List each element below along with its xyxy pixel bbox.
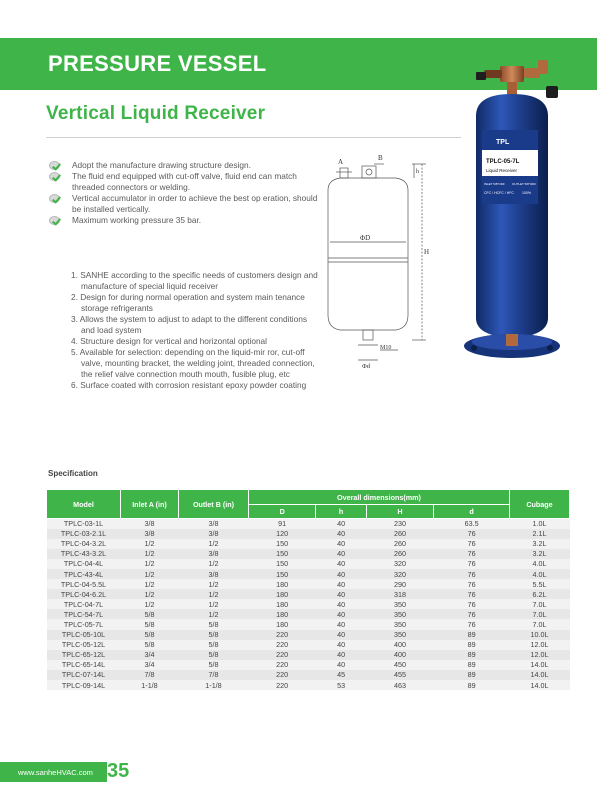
- table-cell: 3/8: [179, 549, 249, 559]
- label-name: Liquid Receiver: [486, 168, 518, 173]
- table-cell: 89: [434, 660, 510, 670]
- feature-item: Vertical accumulator in order to achieve the best op eration, should be installed vertically.: [48, 193, 328, 215]
- col-header-cubage: Cubage: [510, 490, 570, 519]
- table-row: [47, 630, 570, 640]
- feature-item: Adopt the manufacture drawing structure design.: [48, 160, 328, 171]
- table-cell: TPLC-03-1L: [47, 519, 121, 529]
- table-cell: 40: [316, 569, 367, 579]
- table-cell: 220: [249, 680, 316, 690]
- col-header-overall: Overall dimensions(mm): [249, 490, 510, 505]
- table-cell: 7.0L: [510, 619, 570, 629]
- table-row: [47, 640, 570, 650]
- table-cell: 40: [316, 650, 367, 660]
- page-title: PRESSURE VESSEL: [48, 51, 267, 76]
- table-cell: 350: [366, 599, 433, 609]
- col-header-H: H: [366, 505, 433, 519]
- table-cell: 14.0L: [510, 680, 570, 690]
- drawing-label-a: A: [338, 158, 344, 166]
- table-row: [47, 660, 570, 670]
- table-cell: 260: [366, 539, 433, 549]
- table-cell: 180: [249, 599, 316, 609]
- table-cell: 5/8: [179, 619, 249, 629]
- table-cell: TPLC-04-4L: [47, 559, 121, 569]
- table-cell: 220: [249, 670, 316, 680]
- label-inlet: INLET 5/8"ODF: [484, 182, 505, 186]
- check-icon: [49, 194, 60, 203]
- label-outlet: OUTLET 5/8"ODF: [512, 182, 537, 186]
- table-row: [47, 589, 570, 599]
- table-cell: TPLC-43-3.2L: [47, 549, 121, 559]
- table-cell: 76: [434, 529, 510, 539]
- footer-band: [0, 762, 107, 782]
- table-cell: 3/4: [121, 650, 179, 660]
- table-cell: 7/8: [179, 670, 249, 680]
- table-cell: 14.0L: [510, 660, 570, 670]
- table-cell: 5/8: [121, 640, 179, 650]
- drawing-label-diameter-D: ΦD: [360, 234, 371, 242]
- table-row: [47, 680, 570, 690]
- feature-list: [48, 160, 328, 226]
- table-cell: 1/2: [121, 589, 179, 599]
- table-row: [47, 619, 570, 629]
- table-cell: TPLC-54-7L: [47, 609, 121, 619]
- table-row: [47, 609, 570, 619]
- table-row: [47, 549, 570, 559]
- table-cell: 40: [316, 619, 367, 629]
- table-cell: 3/8: [179, 569, 249, 579]
- col-header-outlet: Outlet B (in): [179, 490, 249, 519]
- specification-table: [46, 489, 570, 690]
- col-header-model: Model: [47, 490, 121, 519]
- table-cell: TPLC-04-3.2L: [47, 539, 121, 549]
- table-cell: TPLC-04-6.2L: [47, 589, 121, 599]
- table-cell: 180: [249, 579, 316, 589]
- table-row: [47, 519, 570, 529]
- table-cell: 3/8: [179, 519, 249, 529]
- table-cell: 3/8: [179, 529, 249, 539]
- table-cell: TPLC-05-7L: [47, 619, 121, 629]
- table-cell: 290: [366, 579, 433, 589]
- label-model: TPLC-05-7L: [486, 159, 520, 165]
- numbered-item: 2. Design for during normal operation and system main tenance storage refrigerants: [71, 292, 305, 313]
- table-cell: 400: [366, 650, 433, 660]
- drawing-label-b: B: [378, 154, 383, 162]
- table-row: [47, 539, 570, 549]
- table-cell: 76: [434, 609, 510, 619]
- table-cell: 89: [434, 670, 510, 680]
- table-cell: 400: [366, 640, 433, 650]
- table-cell: TPLC-43-4L: [47, 569, 121, 579]
- table-cell: 1/2: [121, 549, 179, 559]
- table-cell: 220: [249, 630, 316, 640]
- table-cell: 76: [434, 599, 510, 609]
- table-cell: 5/8: [121, 609, 179, 619]
- table-cell: 76: [434, 619, 510, 629]
- table-row: [47, 599, 570, 609]
- table-cell: 45: [316, 670, 367, 680]
- table-cell: 1-1/8: [179, 680, 249, 690]
- specification-table-body: [47, 519, 570, 691]
- table-cell: 89: [434, 680, 510, 690]
- table-cell: 1.0L: [510, 519, 570, 529]
- table-cell: 5/8: [179, 630, 249, 640]
- table-cell: 76: [434, 579, 510, 589]
- table-cell: 350: [366, 630, 433, 640]
- table-cell: 40: [316, 589, 367, 599]
- subtitle-divider: [46, 137, 461, 138]
- table-cell: 3.2L: [510, 539, 570, 549]
- table-cell: 1/2: [179, 559, 249, 569]
- table-cell: TPLC-65-12L: [47, 650, 121, 660]
- table-cell: 260: [366, 529, 433, 539]
- label-refrigerants: CFC / HCFC / HFC: [484, 191, 514, 195]
- table-cell: 76: [434, 569, 510, 579]
- table-cell: TPLC-05-10L: [47, 630, 121, 640]
- table-cell: 5/8: [121, 630, 179, 640]
- table-cell: 463: [366, 680, 433, 690]
- table-cell: 150: [249, 539, 316, 549]
- table-cell: 1/2: [121, 569, 179, 579]
- table-cell: 76: [434, 559, 510, 569]
- table-cell: 318: [366, 589, 433, 599]
- table-cell: 12.0L: [510, 640, 570, 650]
- table-cell: 150: [249, 559, 316, 569]
- table-cell: 1/2: [179, 579, 249, 589]
- table-cell: 4.0L: [510, 559, 570, 569]
- col-header-d: d: [434, 505, 510, 519]
- table-cell: 320: [366, 569, 433, 579]
- table-cell: 1/2: [179, 539, 249, 549]
- table-cell: 1/2: [179, 599, 249, 609]
- label-percent: 100%: [522, 191, 531, 195]
- table-cell: 40: [316, 660, 367, 670]
- numbered-item: 1. SANHE according to the specific needs of customers design and manufacture of special liquid receiver: [71, 270, 318, 291]
- table-cell: TPLC-09-14L: [47, 680, 121, 690]
- table-cell: 40: [316, 539, 367, 549]
- numbered-item: 6. Surface coated with corrosion resistant epoxy powder coating: [71, 380, 307, 390]
- liquid-receiver-photo: [462, 56, 582, 366]
- drawing-label-h-small: h: [416, 169, 419, 175]
- table-cell: TPLC-03-2.1L: [47, 529, 121, 539]
- table-cell: 3/8: [121, 529, 179, 539]
- check-icon: [49, 161, 60, 170]
- table-cell: 3/4: [121, 660, 179, 670]
- table-row: [47, 569, 570, 579]
- table-cell: 1/2: [121, 539, 179, 549]
- table-cell: TPLC-65-14L: [47, 660, 121, 670]
- table-cell: 1-1/8: [121, 680, 179, 690]
- page-number: 35: [107, 760, 130, 782]
- drawing-label-diameter-d: Φd: [362, 363, 371, 370]
- table-cell: 350: [366, 619, 433, 629]
- table-cell: 76: [434, 539, 510, 549]
- table-cell: 91: [249, 519, 316, 529]
- table-cell: 150: [249, 549, 316, 559]
- table-cell: 7/8: [121, 670, 179, 680]
- table-cell: 76: [434, 549, 510, 559]
- specification-label: Specification: [48, 469, 98, 478]
- col-header-D: D: [249, 505, 316, 519]
- table-cell: 450: [366, 660, 433, 670]
- table-cell: 89: [434, 650, 510, 660]
- check-icon: [49, 216, 60, 225]
- table-cell: 2.1L: [510, 529, 570, 539]
- table-cell: TPLC-04-7L: [47, 599, 121, 609]
- table-cell: 180: [249, 619, 316, 629]
- label-brand: TPL: [496, 139, 510, 146]
- table-cell: TPLC-07-14L: [47, 670, 121, 680]
- table-cell: 220: [249, 640, 316, 650]
- table-cell: 63.5: [434, 519, 510, 529]
- table-cell: 220: [249, 660, 316, 670]
- table-cell: 40: [316, 599, 367, 609]
- table-cell: 10.0L: [510, 630, 570, 640]
- table-cell: 260: [366, 549, 433, 559]
- table-cell: 40: [316, 609, 367, 619]
- table-row: [47, 579, 570, 589]
- table-cell: 4.0L: [510, 569, 570, 579]
- table-cell: 12.0L: [510, 650, 570, 660]
- table-cell: 14.0L: [510, 670, 570, 680]
- feature-item: The fluid end equipped with cut-off valve, fluid end can match threaded connectors or welding.: [48, 171, 328, 193]
- table-cell: 40: [316, 519, 367, 529]
- table-cell: 7.0L: [510, 599, 570, 609]
- table-cell: 1/2: [179, 609, 249, 619]
- numbered-list: [71, 270, 321, 391]
- table-cell: 220: [249, 650, 316, 660]
- table-row: [47, 529, 570, 539]
- table-cell: 120: [249, 529, 316, 539]
- check-icon: [49, 172, 60, 181]
- table-cell: 230: [366, 519, 433, 529]
- table-cell: 1/2: [121, 559, 179, 569]
- footer-url[interactable]: www.sanheHVAC.com: [18, 768, 93, 777]
- table-cell: 7.0L: [510, 609, 570, 619]
- table-row: [47, 670, 570, 680]
- table-cell: 180: [249, 609, 316, 619]
- table-cell: 89: [434, 640, 510, 650]
- table-cell: 5.5L: [510, 579, 570, 589]
- table-cell: 40: [316, 529, 367, 539]
- page-subtitle: Vertical Liquid Receiver: [46, 103, 266, 124]
- feature-item: Maximum working pressure 35 bar.: [48, 215, 328, 226]
- technical-drawing: [318, 150, 448, 370]
- table-cell: 455: [366, 670, 433, 680]
- table-cell: 5/8: [179, 660, 249, 670]
- numbered-item: 3. Allows the system to adjust to adapt to the different conditions and load system: [71, 314, 307, 335]
- numbered-item: 4. Structure design for vertical and horizontal optional: [71, 336, 268, 346]
- drawing-label-m10: M10: [380, 345, 392, 351]
- table-cell: 89: [434, 630, 510, 640]
- table-cell: TPLC-05-12L: [47, 640, 121, 650]
- col-header-inlet: Inlet A (in): [121, 490, 179, 519]
- table-cell: 350: [366, 609, 433, 619]
- table-cell: 1/2: [121, 599, 179, 609]
- table-cell: 40: [316, 630, 367, 640]
- drawing-label-H: H: [424, 248, 430, 256]
- table-cell: 40: [316, 640, 367, 650]
- table-cell: 3/8: [121, 519, 179, 529]
- table-cell: 1/2: [121, 579, 179, 589]
- table-cell: 180: [249, 589, 316, 599]
- numbered-item: 5. Available for selection: depending on the liquid-mir ror, cut-off valve, mounting bracket, the welding joint, threaded connection, the relief valve connection mouth mouth, fusible plug, etc: [71, 347, 315, 379]
- table-row: [47, 559, 570, 569]
- table-cell: 40: [316, 579, 367, 589]
- table-cell: 1/2: [179, 589, 249, 599]
- table-cell: 150: [249, 569, 316, 579]
- table-cell: 76: [434, 589, 510, 599]
- table-cell: 5/8: [121, 619, 179, 629]
- table-cell: 5/8: [179, 650, 249, 660]
- table-cell: TPLC-04-5.5L: [47, 579, 121, 589]
- col-header-h: h: [316, 505, 367, 519]
- table-cell: 40: [316, 559, 367, 569]
- table-cell: 3.2L: [510, 549, 570, 559]
- table-cell: 5/8: [179, 640, 249, 650]
- table-cell: 320: [366, 559, 433, 569]
- table-cell: 53: [316, 680, 367, 690]
- table-cell: 6.2L: [510, 589, 570, 599]
- table-cell: 40: [316, 549, 367, 559]
- table-row: [47, 650, 570, 660]
